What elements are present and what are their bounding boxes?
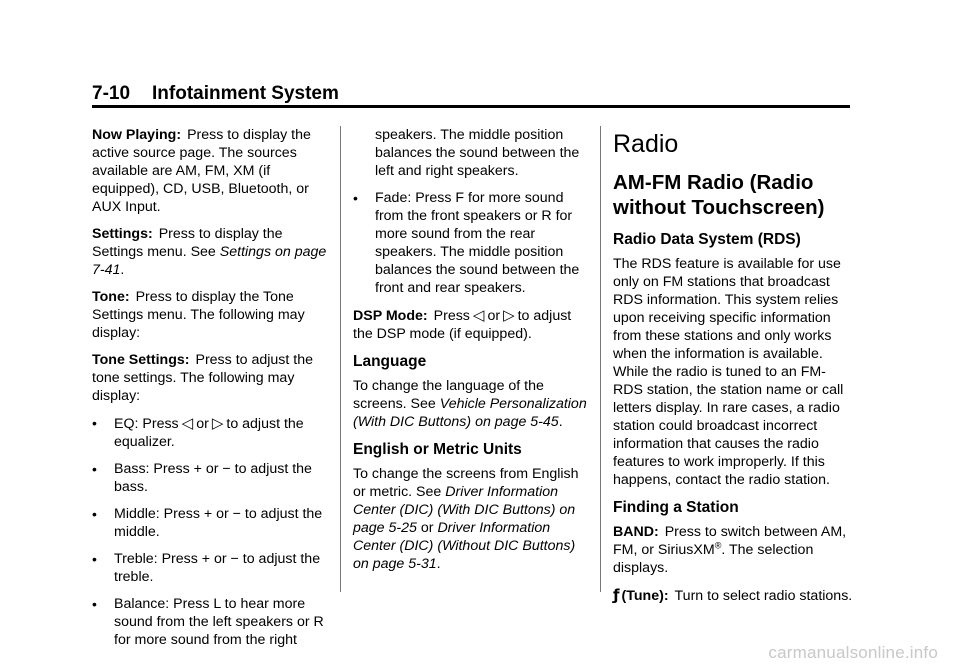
dsp-prefix: Press xyxy=(433,308,470,324)
tone-settings-label: Tone Settings: xyxy=(92,352,190,368)
column-2 xyxy=(353,126,593,582)
rds-paragraph: The RDS feature is available for use only on FM stations that broadcast RDS information. This system relies upon receiving specific information from these stations and only works when the information is available. While the radio is tuned to an FM-RDS station, the station name or call letters display. In rare cases, a radio station could broadcast incorrect information that causes the radio features to work improperly. If this happens, contact the radio station. xyxy=(613,256,844,488)
units-paragraph: To change the screens from English or metric. See Driver Information Center (DIC) (With DIC Buttons) on page 5-25 or Driver Information Center (DIC) (Without DIC Buttons) on page 5-31. xyxy=(353,466,579,572)
settings-label: Settings: xyxy=(92,226,153,242)
column-divider-1 xyxy=(340,126,341,592)
settings-paragraph: Settings: Press to display the Settings menu. See Settings on page 7-41. xyxy=(92,226,327,278)
registered-mark: ® xyxy=(714,540,722,551)
dsp-label: DSP Mode: xyxy=(353,308,428,324)
radio-heading: Radio xyxy=(613,130,679,158)
column-1 xyxy=(92,126,332,658)
list-item-treble: • Treble: Press + or − to adjust the treble. xyxy=(92,550,332,586)
list-item-fade: • Fade: Press F for more sound from the front speakers or R for more sound from the rear speakers. The middle position balances the sound between the front and rear speakers. xyxy=(353,189,593,297)
left-arrow-icon: ◁ xyxy=(472,306,485,324)
language-text: To change the language of the screens. See xyxy=(353,378,544,412)
units-reference-2[interactable]: Driver Information Center (DIC) (Without DIC Buttons) on page 5-31 xyxy=(353,520,576,572)
watermark: carmanualsonline.info xyxy=(768,643,938,662)
band-label: BAND: xyxy=(613,524,659,540)
eq-suffix: to adjust the equalizer. xyxy=(114,416,304,450)
settings-text: Press to display the Settings menu. See xyxy=(92,226,283,260)
tone-label: Tone: xyxy=(92,289,130,305)
tune-paragraph xyxy=(613,586,853,605)
tone-paragraph xyxy=(92,288,332,342)
now-playing-paragraph xyxy=(92,126,332,216)
units-or: or xyxy=(420,520,434,536)
header-rule xyxy=(92,105,850,108)
list-item-bass: • Bass: Press + or − to adjust the bass. xyxy=(92,460,332,496)
units-heading: English or Metric Units xyxy=(353,441,522,458)
header-title xyxy=(92,84,850,104)
column-divider-2 xyxy=(600,126,601,592)
rds-heading: Radio Data System (RDS) xyxy=(613,231,801,248)
settings-reference[interactable]: Settings on page 7-41 xyxy=(92,244,327,278)
units-reference-1[interactable]: Driver Information Center (DIC) (With DIC Buttons) on page 5-25 xyxy=(353,484,576,536)
tune-icon: ƒ xyxy=(613,586,620,604)
eq-or: or xyxy=(196,416,209,432)
tone-settings-text: Press to adjust the tone settings. The following may display: xyxy=(92,352,313,404)
band-text: Press to switch between AM, FM, or SiriusXM xyxy=(613,524,847,558)
list-item-eq xyxy=(92,414,332,451)
language-reference[interactable]: Vehicle Personalization (With DIC Buttons) on page 5-45 xyxy=(353,396,587,430)
right-arrow-icon: ▷ xyxy=(211,414,224,432)
language-heading: Language xyxy=(353,353,427,370)
tune-label: (Tune): xyxy=(621,588,669,604)
tone-settings-paragraph xyxy=(92,351,332,405)
finding-station-heading: Finding a Station xyxy=(613,499,739,516)
tune-text: Turn to select radio stations. xyxy=(674,588,853,604)
now-playing-text: Press to display the active source page. The sources available are AM, FM, XM (if equipped), CD, USB, Bluetooth, or AUX Input. xyxy=(92,127,311,215)
tone-text: Press to display the Tone Settings menu. The following may display: xyxy=(92,289,305,341)
band-text-end: . The selection displays. xyxy=(613,542,814,576)
units-text: To change the screens from English or metric. See xyxy=(353,466,579,500)
dsp-paragraph xyxy=(353,306,593,343)
band-paragraph xyxy=(613,523,853,577)
list-item-balance-continued: speakers. The middle position balances the sound between the left and right speakers. xyxy=(375,127,580,179)
language-paragraph: To change the language of the screens. See Vehicle Personalization (With DIC Buttons) on page 5-45. xyxy=(353,378,587,430)
list-item-middle: • Middle: Press + or − to adjust the middle. xyxy=(92,505,332,541)
amfm-heading: AM-FM Radio (Radio without Touchscreen) xyxy=(613,171,825,219)
page-number: 7-10 xyxy=(92,83,131,104)
dsp-or: or xyxy=(487,308,501,324)
left-arrow-icon: ◁ xyxy=(181,414,194,432)
now-playing-label: Now Playing: xyxy=(92,127,182,143)
dsp-suffix: to adjust the DSP mode (if equipped). xyxy=(353,308,572,342)
page-header xyxy=(92,84,850,104)
list-item-balance: • Balance: Press L to hear more sound from the left speakers or R for more sound from the right xyxy=(92,595,332,649)
eq-prefix: EQ: Press xyxy=(114,416,179,432)
section-title: Infotainment System xyxy=(152,83,339,104)
right-arrow-icon: ▷ xyxy=(503,306,515,324)
column-3 xyxy=(613,126,853,614)
